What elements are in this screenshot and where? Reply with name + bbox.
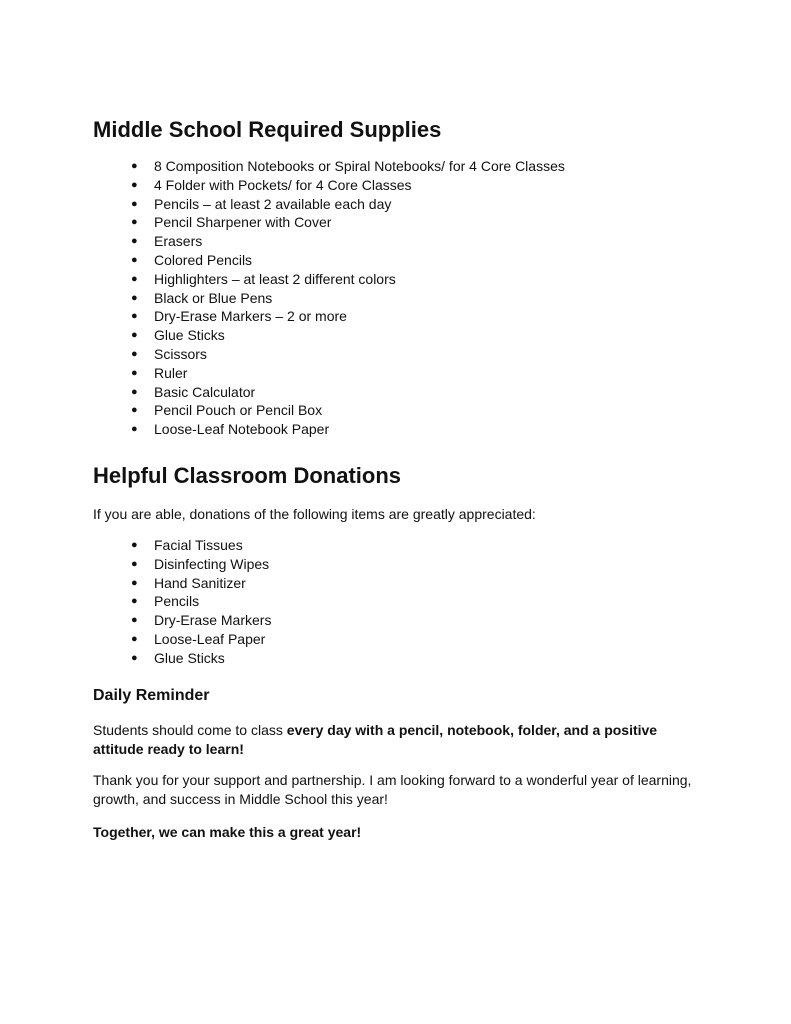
bullet-icon: ● [131, 347, 138, 360]
reminder-bold-text: every day with a pencil, notebook, folder, and a positive attitude ready to learn! [93, 722, 658, 757]
bullet-icon: ● [131, 291, 138, 304]
donations-intro-text: If you are able, donations of the following items are greatly appreciated: [93, 506, 536, 522]
list-item [131, 345, 565, 364]
bullet-icon: ● [131, 632, 138, 645]
bullet-icon: ● [131, 272, 138, 285]
list-item-label: Ruler [154, 364, 188, 381]
list-item [131, 555, 271, 574]
donations-list [131, 536, 271, 668]
list-item [131, 213, 565, 232]
thank-you-text: Thank you for your support and partnership. I am looking forward to a wonderful year of learning, growth, and success in Middle School this year! [93, 772, 692, 807]
bullet-icon: ● [131, 404, 138, 417]
bullet-icon: ● [131, 310, 138, 323]
list-item [131, 611, 271, 630]
list-item [131, 289, 565, 308]
list-item-label: Pencil Pouch or Pencil Box [154, 402, 323, 419]
list-item [131, 536, 271, 555]
bullet-icon: ● [131, 366, 138, 379]
bullet-icon: ● [131, 197, 138, 210]
bullet-icon: ● [131, 614, 138, 627]
list-item [131, 157, 565, 176]
bullet-icon: ● [131, 576, 138, 589]
bullet-icon: ● [131, 178, 138, 191]
required-supplies-heading: Middle School Required Supplies [93, 117, 442, 142]
list-item [131, 630, 271, 649]
list-item [131, 176, 565, 195]
list-item [131, 383, 565, 402]
daily-reminder-text [93, 721, 693, 759]
list-item-label: Highlighters – at least 2 different colors [154, 270, 396, 287]
list-item-label: Loose-Leaf Paper [154, 630, 266, 647]
list-item-label: Dry-Erase Markers [154, 612, 272, 629]
bullet-icon: ● [131, 651, 138, 664]
list-item [131, 592, 271, 611]
list-item [131, 307, 565, 326]
list-item-label: 8 Composition Notebooks or Spiral Notebooks/ for 4 Core Classes [154, 158, 565, 174]
list-item [131, 195, 565, 214]
list-item [131, 270, 565, 289]
classroom-donations-heading: Helpful Classroom Donations [93, 463, 402, 488]
list-item-label: Facial Tissues [154, 537, 243, 553]
bullet-icon: ● [131, 329, 138, 342]
closing-text: Together, we can make this a great year! [93, 824, 362, 840]
list-item-label: Hand Sanitizer [154, 574, 246, 591]
list-item-label: 4 Folder with Pockets/ for 4 Core Classes [154, 176, 412, 193]
bullet-icon: ● [131, 423, 138, 436]
bullet-icon: ● [131, 235, 138, 248]
list-item [131, 364, 565, 383]
list-item-label: Erasers [154, 233, 203, 250]
list-item-label: Black or Blue Pens [154, 289, 273, 306]
bullet-icon: ● [131, 557, 138, 570]
list-item [131, 232, 565, 251]
list-item [131, 574, 271, 593]
list-item-label: Disinfecting Wipes [154, 555, 270, 572]
daily-reminder-heading: Daily Reminder [93, 687, 210, 704]
list-item [131, 326, 565, 345]
required-supplies-list [131, 157, 565, 439]
list-item [131, 401, 565, 420]
list-item-label: Loose-Leaf Notebook Paper [154, 421, 330, 438]
bullet-icon: ● [131, 595, 138, 608]
bullet-icon: ● [131, 385, 138, 398]
list-item-label: Pencils – at least 2 available each day [154, 195, 392, 212]
list-item [131, 251, 565, 270]
reminder-plain-text: Students should come to class [93, 722, 287, 738]
list-item-label: Colored Pencils [154, 251, 253, 268]
list-item-label: Glue Sticks [154, 327, 225, 344]
list-item-label: Glue Sticks [154, 649, 225, 666]
list-item-label: Pencil Sharpener with Cover [154, 214, 332, 231]
list-item-label: Dry-Erase Markers – 2 or more [154, 308, 347, 325]
list-item-label: Pencils [154, 593, 200, 610]
bullet-icon: ● [131, 160, 138, 172]
list-item-label: Basic Calculator [154, 383, 256, 400]
bullet-icon: ● [131, 539, 138, 551]
list-item [131, 649, 271, 668]
bullet-icon: ● [131, 216, 138, 229]
list-item [131, 420, 565, 439]
list-item-label: Scissors [154, 345, 207, 362]
bullet-icon: ● [131, 253, 138, 266]
